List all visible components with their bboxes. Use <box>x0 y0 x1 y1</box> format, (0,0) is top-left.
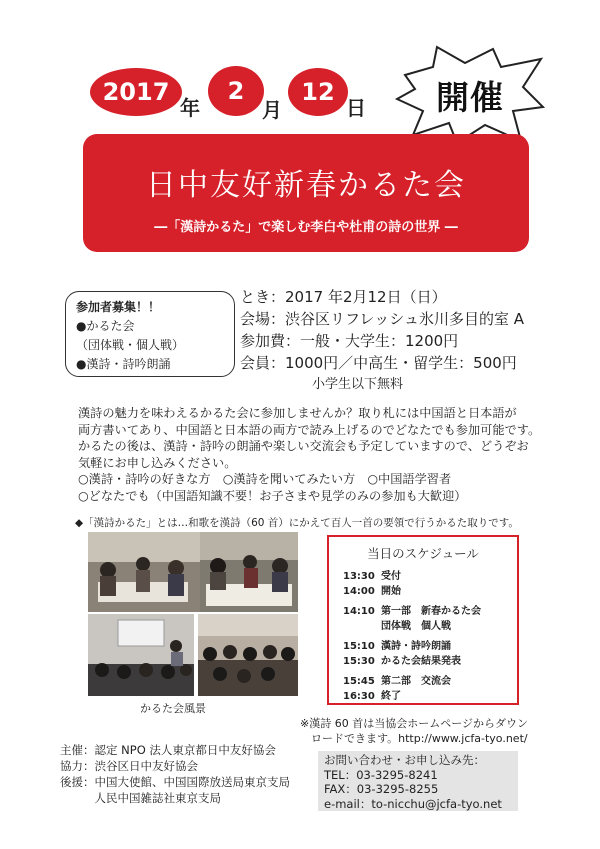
body-line: 気軽にお申し込みください。 <box>78 455 237 470</box>
schedule-time: 14:10 <box>343 606 375 617</box>
schedule-row <box>343 675 481 690</box>
photo-caption: かるた会風景 <box>140 702 206 715</box>
organizer-line: 主催：認定 NPO 法人東京都日中友好協会 <box>60 743 276 757</box>
contact-tel[interactable]: TEL：03-3295-8241 <box>324 767 438 782</box>
organizer-line: 協力：渋谷区日中友好協会 <box>60 759 198 773</box>
karuta-note: ◆「漢詩かるた」とは…和歌を漢詩（60 首）にかえて百人一首の要領で行うかるた取りです。 <box>75 517 519 529</box>
body-line: 漢詩の魅力を味わえるかるた会に参加しませんか？取り札には中国語と日本語が <box>78 406 517 420</box>
schedule-row <box>343 620 481 635</box>
schedule-row <box>343 605 481 620</box>
month-oval: 2 <box>208 66 264 116</box>
event-venue: 会場：渋谷区リフレッシュ氷川多目的室 A <box>240 310 524 328</box>
body-line: ○漢詩・詩吟の好きな方 ○漢詩を聞いてみたい方 ○中国語学習者 <box>78 472 452 486</box>
schedule-time: 16:30 <box>343 690 375 702</box>
event-when: とき：2017 年2月12日（日） <box>240 288 447 306</box>
schedule-row <box>343 690 481 705</box>
recruit-box <box>65 291 235 377</box>
organizer-line: 人民中国雑誌社東京支局 <box>60 791 221 805</box>
held-label: 開催 <box>436 78 504 117</box>
contact-title: お問い合わせ・お申し込み先： <box>324 753 485 767</box>
event-fee: 参加費：一般・大学生：1200円 <box>240 332 459 350</box>
schedule-row <box>343 585 481 600</box>
web-note <box>300 716 528 746</box>
schedule-time: 14:00 <box>343 585 375 597</box>
contact-box <box>318 751 518 811</box>
recruit-item: （団体戦・個人戦） <box>76 338 185 352</box>
schedule-time: 15:45 <box>343 676 375 687</box>
web-note-line: ※漢詩 60 首は当協会ホームページからダウン <box>300 717 528 730</box>
body-text <box>78 405 548 504</box>
schedule-label: 受付 <box>381 571 401 582</box>
contact-fax: FAX：03-3295-8255 <box>324 782 439 796</box>
body-line: 両方書いてあり、中国語と日本語の両方で読み上げるのでどなたでも参加可能です。 <box>78 422 541 437</box>
schedule-row <box>343 570 481 585</box>
schedule-list <box>343 570 481 704</box>
year-oval: 2017 <box>90 68 182 116</box>
schedule-time: 13:30 <box>343 571 375 582</box>
schedule-label: かるた会結果発表 <box>381 655 461 667</box>
day-unit: 日 <box>346 96 366 120</box>
event-photo-3 <box>88 614 194 696</box>
schedule-label: 第一部 新春かるた会 <box>381 606 481 617</box>
event-free: 小学生以下無料 <box>312 377 404 392</box>
event-subtitle: ―「漢詩かるた」で楽しむ李白や杜甫の詩の世界 ― <box>154 220 458 235</box>
event-photo-1 <box>88 532 200 612</box>
schedule-label: 開始 <box>381 585 401 597</box>
organizer-line: 後援：中国大使館、中国国際放送局東京支局 <box>60 775 290 789</box>
event-member-fee: 会員：1000円／中高生・留学生：500円 <box>240 354 517 372</box>
schedule-time: 15:30 <box>343 655 375 667</box>
day-oval: 12 <box>288 68 348 116</box>
recruit-item: ●漢詩・詩吟朗誦 <box>76 357 171 371</box>
year-unit: 年 <box>180 96 200 120</box>
body-line: ○どなたでも（中国語知識不要！お子さまや見学のみの参加も大歓迎） <box>78 488 467 503</box>
schedule-title: 当日のスケジュール <box>367 546 479 561</box>
web-note-line[interactable]: ロードできます。http://www.jcfa-tyo.net/ <box>300 732 528 745</box>
recruit-item: ●かるた会 <box>76 319 135 333</box>
schedule-label: 漢詩・詩吟朗誦 <box>381 641 451 652</box>
organizers <box>60 742 290 806</box>
body-line: かるたの後は、漢詩・詩吟の朗誦や楽しい交流会も予定していますので、どうぞお <box>78 439 529 453</box>
month-unit: 月 <box>262 98 282 122</box>
schedule-row <box>343 640 481 655</box>
schedule-label: 団体戦 個人戦 <box>381 620 451 632</box>
schedule-time: 15:10 <box>343 641 375 652</box>
event-title: 日中友好新春かるた会 <box>146 168 466 203</box>
recruit-title: 参加者募集！！ <box>76 300 161 314</box>
schedule-row <box>343 655 481 670</box>
event-info <box>240 286 524 396</box>
schedule-label: 第二部 交流会 <box>381 676 451 687</box>
schedule-time <box>343 620 381 635</box>
contact-email[interactable]: e-mail：to-nicchu@jcfa-tyo.net <box>324 796 502 811</box>
event-photo-4 <box>198 614 298 696</box>
schedule-label: 終了 <box>381 690 401 702</box>
event-photo-2 <box>200 532 298 612</box>
schedule-box <box>327 535 519 705</box>
